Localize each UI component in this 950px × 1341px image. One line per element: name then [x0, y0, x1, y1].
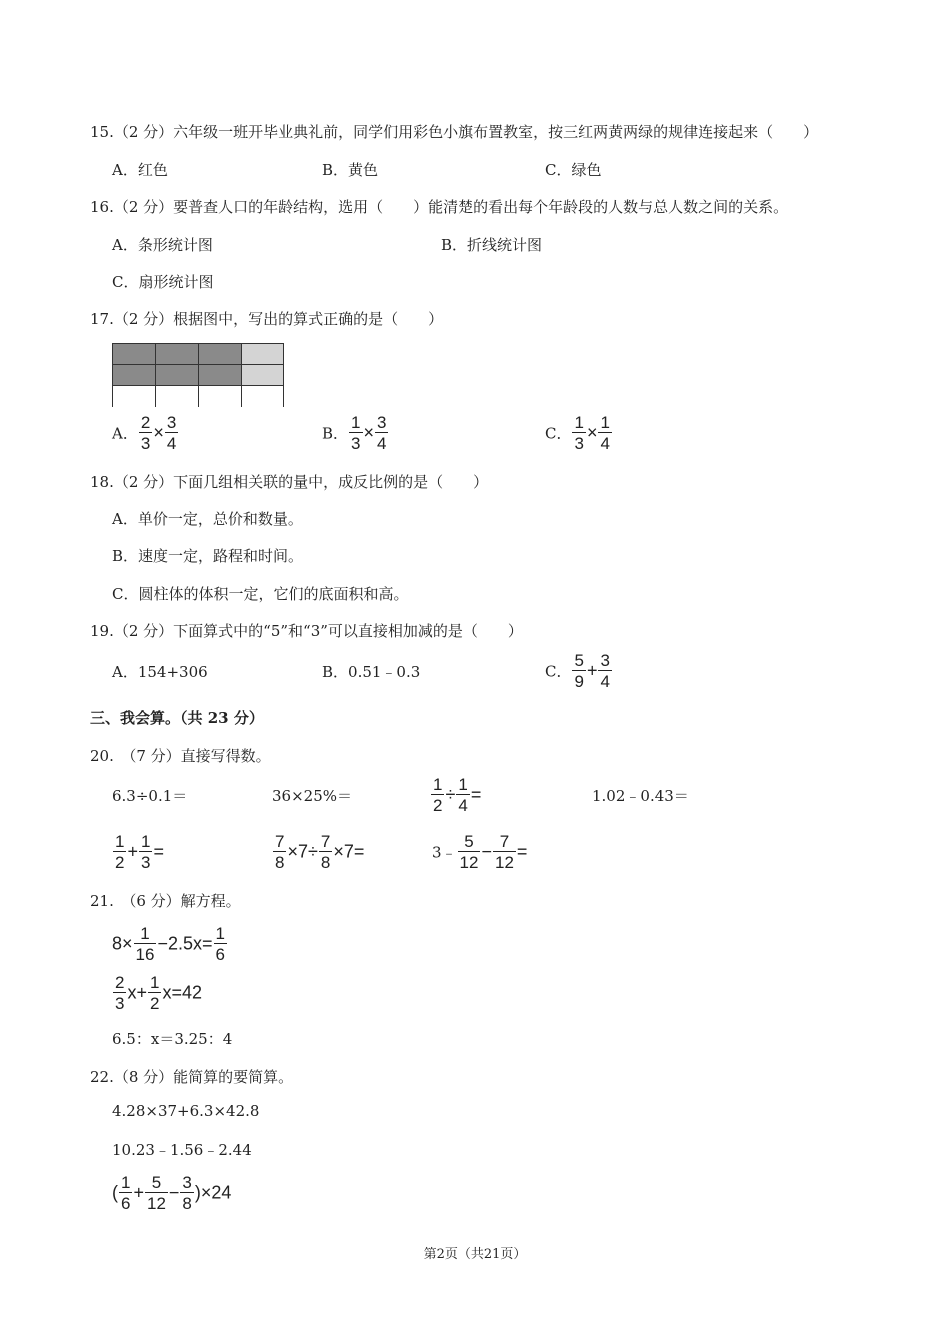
fraction: $\frac{2}{3}$: [140, 413, 151, 453]
operator: +: [586, 660, 598, 681]
fraction: $\frac{3}{4}$: [600, 651, 610, 691]
grid-line: [198, 385, 199, 407]
q16-option-b[interactable]: B．折线统计图: [441, 236, 543, 254]
q18-stem: 18.（2 分）下面几组相关联的量中，成反比例的是（ ）: [90, 473, 489, 491]
fraction: $\frac{1}{4}$: [600, 413, 610, 453]
grid-line: [112, 385, 113, 407]
section-title: 三、我会算。（共 23 分）: [90, 709, 264, 727]
grid-cell: [112, 364, 156, 386]
q20-expr-5: $\frac{1}{2}$ + $\frac{1}{3}$ =: [115, 832, 164, 872]
q20-expr-2: 36×25%＝: [272, 787, 352, 805]
q18-option-c[interactable]: C．圆柱体的体积一定，它们的底面积和高。: [112, 585, 409, 603]
grid-cell: [112, 343, 156, 365]
q19-stem: 19.（2 分）下面算式中的“5”和“3”可以直接相加减的是（ ）: [90, 622, 523, 640]
fraction: $\frac{3}{4}$: [377, 413, 387, 453]
grid-cell: [198, 364, 242, 386]
q17-option-c[interactable]: [545, 414, 613, 452]
grid-cell: [241, 343, 284, 365]
q15-option-c[interactable]: C．绿色: [545, 161, 602, 179]
fraction: $\frac{1}{3}$: [574, 413, 584, 453]
fraction: $\frac{1}{3}$: [351, 413, 361, 453]
q22-expr-1: 4.28×37+6.3×42.8: [112, 1102, 260, 1120]
grid-line: [283, 385, 284, 407]
q19-option-c[interactable]: [545, 652, 613, 690]
q21-equation-2: $\frac{2}{3}$ x+ $\frac{1}{2}$ x=42: [115, 973, 202, 1013]
option-label: A．: [112, 424, 138, 443]
page-number: 第2页（共21页）: [423, 1247, 527, 1262]
operator: ×: [153, 422, 164, 443]
q20-expr-4: 1.02﹣0.43＝: [592, 787, 689, 805]
q16-option-c[interactable]: C．扇形统计图: [112, 273, 214, 291]
q15-stem: 15.（2 分）六年级一班开毕业典礼前，同学们用彩色小旗布置教室，按三红两黄两绿的规律连接起来（ ）: [90, 123, 819, 141]
grid-line: [241, 385, 242, 407]
fraction: $\frac{5}{9}$: [574, 651, 584, 691]
operator: ×: [363, 422, 375, 443]
q17-option-a[interactable]: [112, 414, 179, 452]
q19-option-b[interactable]: B．0.51﹣0.3: [322, 663, 421, 681]
option-label: C．: [545, 662, 572, 681]
q20-stem: 20. （7 分）直接写得数。: [90, 747, 271, 765]
q19-option-a[interactable]: A．154+306: [112, 663, 208, 681]
q18-option-b[interactable]: B．速度一定，路程和时间。: [112, 547, 304, 565]
q15-option-b[interactable]: B．黄色: [322, 161, 379, 179]
grid-cell: [198, 343, 242, 365]
q16-option-a[interactable]: A．条形统计图: [112, 236, 213, 254]
q20-expr-7: 3﹣ $\frac{5}{12}$ − $\frac{7}{12}$ =: [432, 832, 528, 872]
grid-cell: [155, 343, 199, 365]
q20-expr-1: 6.3÷0.1＝: [112, 787, 188, 805]
q21-equation-1: 8× $\frac{1}{16}$ −2.5x= $\frac{1}{6}$: [112, 924, 225, 964]
q18-option-a[interactable]: A．单价一定，总价和数量。: [112, 510, 303, 528]
q17-option-b[interactable]: [322, 414, 389, 452]
q20-expr-6: $\frac{7}{8}$ ×7÷ $\frac{7}{8}$ ×7=: [275, 832, 365, 872]
q21-equation-3: 6.5：x＝3.25：4: [112, 1030, 233, 1048]
q21-stem: 21. （6 分）解方程。: [90, 892, 241, 910]
option-label: C．: [545, 424, 572, 443]
grid-cell: [241, 364, 284, 386]
fraction: $\frac{3}{4}$: [166, 413, 177, 453]
q16-stem: 16.（2 分）要普查人口的年龄结构，选用（ ）能清楚的看出每个年龄段的人数与总人数之间的关系。: [90, 198, 789, 216]
grid-cell: [155, 364, 199, 386]
grid-line: [155, 385, 156, 407]
q22-expr-2: 10.23﹣1.56﹣2.44: [112, 1141, 252, 1159]
fraction-grid-figure: [112, 343, 284, 407]
q15-option-a[interactable]: A．红色: [112, 161, 168, 179]
q22-expr-3: ( $\frac{1}{6}$ + $\frac{5}{12}$ − $\frac{3}{8}$ )×24: [112, 1173, 232, 1213]
option-label: B．: [322, 424, 349, 443]
q22-stem: 22.（8 分）能简算的要简算。: [90, 1068, 294, 1086]
q20-expr-3: $\frac{1}{2}$ ÷ $\frac{1}{4}$ =: [433, 775, 482, 815]
operator: ×: [586, 422, 598, 443]
q17-stem: 17.（2 分）根据图中，写出的算式正确的是（ ）: [90, 310, 444, 328]
